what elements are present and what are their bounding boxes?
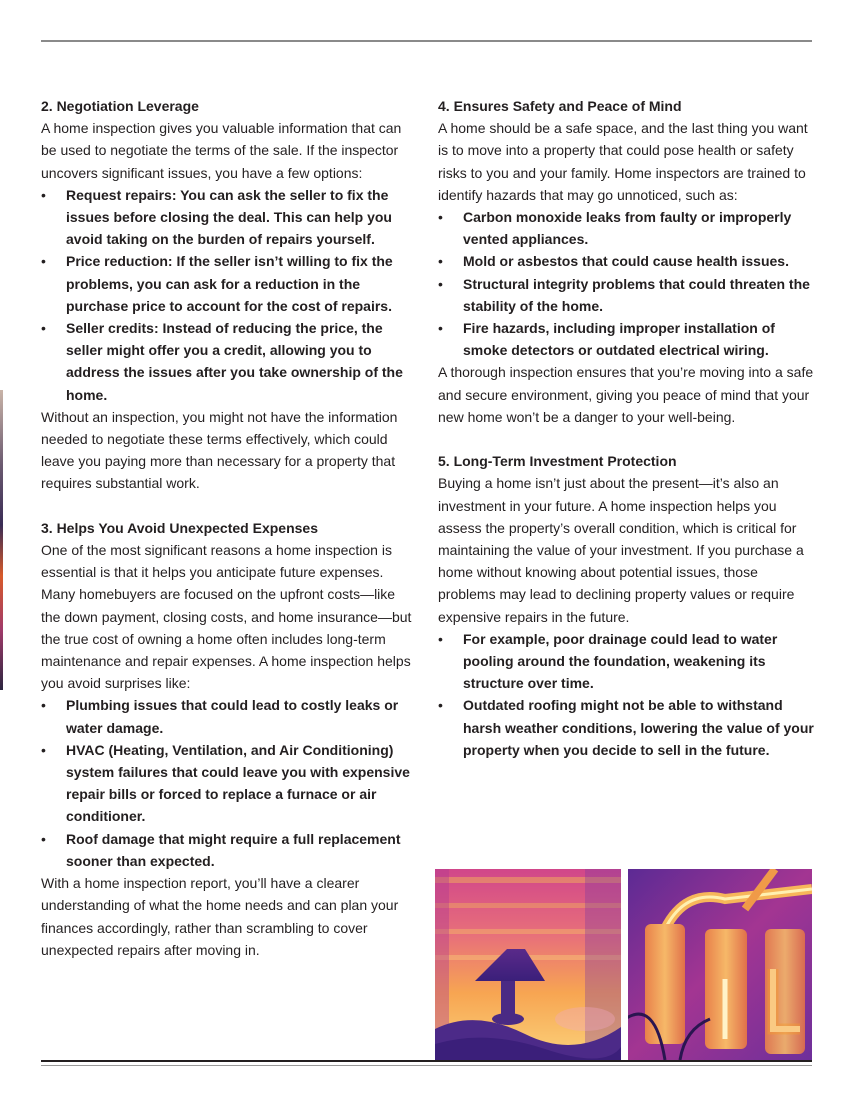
section-intro: Buying a home isn’t just about the present—it’s also an investment in your future. A home inspection helps you assess the property’s overall condition, which is critical for maintaining the value of your investment. If you purchase a home without knowing about potential issues, those problems may lead to declining property values or require expensive repairs in the future. bbox=[438, 475, 804, 625]
list-item: • HVAC (Heating, Ventilation, and Air Conditioning) system failures that could leave you with expensive repair bills or forced to replace a furnace or air conditioner. bbox=[41, 739, 417, 828]
section-safety-peace-of-mind bbox=[438, 95, 814, 428]
bullet-list bbox=[41, 184, 417, 406]
spacer bbox=[438, 428, 814, 450]
section-intro: A home inspection gives you valuable information that can be used to negotiate the terms of the sale. If the inspector uncovers significant issues, you have a few options: bbox=[41, 120, 402, 181]
left-column bbox=[41, 95, 417, 961]
section-heading: 2. Negotiation Leverage bbox=[41, 98, 199, 114]
list-item: • Roof damage that might require a full replacement sooner than expected. bbox=[41, 828, 417, 872]
section-outro: Without an inspection, you might not have the information needed to negotiate these terms effectively, which could leave you paying more than necessary for a property that requires substantial work. bbox=[41, 408, 398, 492]
list-item: • Fire hazards, including improper installation of smoke detectors or outdated electrical wiring. bbox=[438, 317, 814, 361]
bullet-list bbox=[438, 628, 814, 761]
bottom-rule-thin bbox=[41, 1065, 812, 1066]
edge-photo-strip bbox=[0, 390, 3, 690]
top-rule bbox=[41, 40, 812, 42]
section-outro: With a home inspection report, you’ll have a clearer understanding of what the home needs and can plan your finances accordingly, rather than scrambling to cover unexpected repairs after moving in. bbox=[41, 875, 399, 958]
section-outro: A thorough inspection ensures that you’re moving into a safe and secure environment, giving you peace of mind that your new home won’t be a danger to your well-being. bbox=[438, 364, 814, 425]
list-item: • Request repairs: You can ask the seller to fix the issues before closing the deal. This can help you avoid taking on the burden of repairs yourself. bbox=[41, 184, 417, 251]
list-item: • Structural integrity problems that could threaten the stability of the home. bbox=[438, 273, 814, 317]
bullet-list bbox=[438, 206, 814, 361]
section-intro: A home should be a safe space, and the last thing you want is to move into a property that could pose health or safety risks to you and your family. Home inspectors are trained to identify hazards that may go unnoticed, such as: bbox=[438, 120, 808, 203]
list-item: • Mold or asbestos that could cause health issues. bbox=[438, 250, 814, 272]
thermal-electrical-panel-image bbox=[625, 869, 812, 1060]
bottom-rule bbox=[41, 1060, 812, 1062]
thermal-electrical-panel-image-graphic bbox=[625, 869, 812, 1060]
section-intro: One of the most significant reasons a home inspection is essential is that it helps you anticipate future expenses. Many homebuyers are focused on the upfront costs—like the down payment, closing costs, and home insurance—but the true cost of owning a home often includes long-term maintenance and repair expenses. A home inspection helps you avoid surprises like: bbox=[41, 542, 412, 692]
section-heading: 4. Ensures Safety and Peace of Mind bbox=[438, 98, 682, 114]
list-item: • For example, poor drainage could lead to water pooling around the foundation, weakening its structure over time. bbox=[438, 628, 814, 695]
section-negotiation-leverage bbox=[41, 95, 417, 495]
section-unexpected-expenses bbox=[41, 517, 417, 961]
section-investment-protection bbox=[438, 450, 814, 761]
list-item: • Plumbing issues that could lead to costly leaks or water damage. bbox=[41, 694, 417, 738]
section-heading: 5. Long-Term Investment Protection bbox=[438, 453, 677, 470]
section-heading: 3. Helps You Avoid Unexpected Expenses bbox=[41, 519, 318, 536]
right-column bbox=[438, 95, 814, 761]
thermal-lamp-image-graphic bbox=[435, 869, 621, 1060]
list-item: • Price reduction: If the seller isn’t willing to fix the problems, you can ask for a reduction in the purchase price to account for the cost of repairs. bbox=[41, 250, 417, 317]
bullet-list bbox=[41, 694, 417, 872]
list-item: • Outdated roofing might not be able to withstand harsh weather conditions, lowering the value of your property when you decide to sell in the future. bbox=[438, 694, 814, 761]
spacer bbox=[41, 495, 417, 517]
thermal-lamp-image bbox=[435, 869, 621, 1060]
list-item: • Seller credits: Instead of reducing the price, the seller might offer you a credit, allowing you to address the issues after you take ownership of the home. bbox=[41, 317, 417, 406]
list-item: • Carbon monoxide leaks from faulty or improperly vented appliances. bbox=[438, 206, 814, 250]
